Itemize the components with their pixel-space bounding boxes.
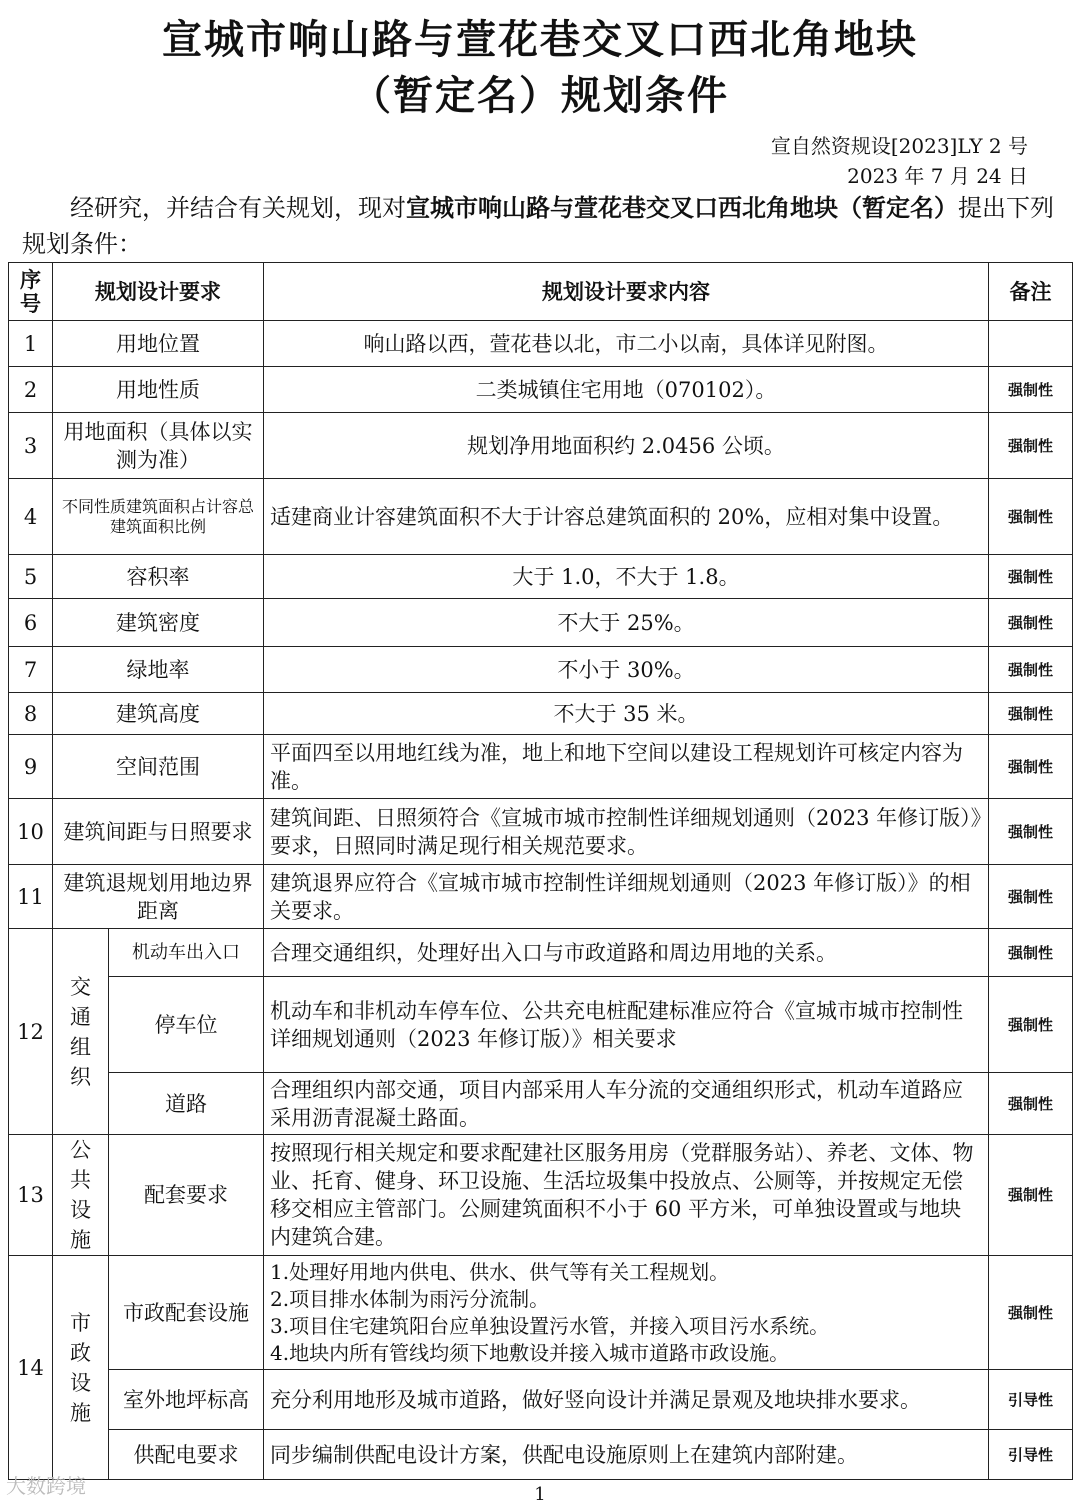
table-row (9, 413, 1073, 479)
header-req: 规划设计要求 (53, 263, 264, 321)
header-content: 规划设计要求内容 (264, 263, 989, 321)
intro-bold: 宣城市响山路与萱花巷交叉口西北角地块（暂定名） (406, 194, 958, 222)
row-content: 充分利用地形及城市道路，做好竖向设计并满足景观及地块排水要求。 (264, 1370, 989, 1430)
row-no: 3 (9, 413, 53, 479)
row-req: 空间范围 (53, 735, 264, 799)
intro-prefix: 经研究，并结合有关规划，现对 (70, 194, 406, 222)
row-req: 绿地率 (53, 647, 264, 693)
table-row (9, 599, 1073, 647)
list-item: 2.项目排水体制为雨污分流制。 (270, 1286, 550, 1311)
list-item: 3.项目住宅建筑阳台应单独设置污水管，并接入项目污水系统。 (270, 1313, 830, 1338)
row-no: 7 (9, 647, 53, 693)
row-content: 二类城镇住宅用地（070102）。 (264, 367, 989, 413)
group-label (53, 1135, 109, 1256)
intro-paragraph (22, 190, 1067, 262)
row-req: 容积率 (53, 555, 264, 599)
table-row (9, 1370, 1073, 1430)
header-note: 备注 (989, 263, 1073, 321)
row-no: 8 (9, 693, 53, 735)
table-row (9, 977, 1073, 1073)
row-content: 按照现行相关规定和要求配建社区服务用房（党群服务站）、养老、文体、物业、托育、健身、环卫设施、生活垃圾集中投放点、公厕等，并按规定无偿移交相应主管部门。公厕建筑面积不小于 60 平方米，可单独设置或与地块内建筑合建。 (264, 1135, 989, 1256)
intro-suffix: 提出下列规划条件： (22, 194, 1054, 258)
doc-date: 2023 年 7 月 24 日 (847, 164, 1028, 188)
row-note: 强制性 (989, 865, 1073, 929)
row-note: 强制性 (989, 1135, 1073, 1256)
row-no: 2 (9, 367, 53, 413)
row-note: 强制性 (989, 367, 1073, 413)
row-content: 机动车和非机动车停车位、公共充电桩配建标准应符合《宣城市城市控制性详细规划通则（2023 年修订版）》相关要求 (264, 977, 989, 1073)
table-row (9, 929, 1073, 977)
table-row (9, 1073, 1073, 1135)
row-no: 1 (9, 321, 53, 367)
table-row (9, 1430, 1073, 1480)
row-req: 用地面积（具体以实测为准） (53, 413, 264, 479)
row-note: 强制性 (989, 599, 1073, 647)
row-req: 机动车出入口 (109, 929, 264, 977)
row-req: 建筑间距与日照要求 (53, 799, 264, 865)
row-content: 同步编制供配电设计方案，供配电设施原则上在建筑内部附建。 (264, 1430, 989, 1480)
row-note: 强制性 (989, 977, 1073, 1073)
row-note: 强制性 (989, 555, 1073, 599)
group-label-text: 公共设施 (70, 1138, 91, 1252)
row-note: 强制性 (989, 799, 1073, 865)
conditions-table (8, 262, 1073, 1480)
table-row (9, 321, 1073, 367)
list-item: 4.地块内所有管线均须下地敷设并接入城市道路市政设施。 (270, 1340, 790, 1365)
row-note: 强制性 (989, 735, 1073, 799)
doc-title-line2: （暂定名）规划条件 (351, 73, 729, 119)
row-no: 10 (9, 799, 53, 865)
list-item: 1.处理好用地内供电、供水、供气等有关工程规划。 (270, 1259, 730, 1284)
row-req: 不同性质建筑面积占计容总建筑面积比例 (53, 479, 264, 555)
row-note: 引导性 (989, 1370, 1073, 1430)
row-note: 强制性 (989, 413, 1073, 479)
row-content: 合理组织内部交通，项目内部采用人车分流的交通组织形式，机动车道路应采用沥青混凝土路面。 (264, 1073, 989, 1135)
row-no: 11 (9, 865, 53, 929)
table-row (9, 479, 1073, 555)
row-req: 供配电要求 (109, 1430, 264, 1480)
row-req: 道路 (109, 1073, 264, 1135)
row-note: 强制性 (989, 479, 1073, 555)
row-content: 不小于 30%。 (264, 647, 989, 693)
doc-number: 宣自然资规设[2023]LY 2 号 (770, 134, 1028, 158)
row-content: 不大于 35 米。 (264, 693, 989, 735)
row-content: 响山路以西，萱花巷以北，市二小以南，具体详见附图。 (264, 321, 989, 367)
row-note: 强制性 (989, 647, 1073, 693)
row-req: 用地性质 (53, 367, 264, 413)
row-req: 配套要求 (109, 1135, 264, 1256)
table-row (9, 1135, 1073, 1256)
table-header-row (9, 263, 1073, 321)
row-req: 建筑高度 (53, 693, 264, 735)
header-no: 序号 (9, 263, 53, 321)
table-row (9, 1256, 1073, 1370)
row-note: 强制性 (989, 1256, 1073, 1370)
row-note: 强制性 (989, 929, 1073, 977)
row-content: 合理交通组织，处理好出入口与市政道路和周边用地的关系。 (264, 929, 989, 977)
row-content: 平面四至以用地红线为准，地上和地下空间以建设工程规划许可核定内容为准。 (264, 735, 989, 799)
row-content: 建筑间距、日照须符合《宣城市城市控制性详细规划通则（2023 年修订版）》要求，日照同时满足现行相关规范要求。 (264, 799, 989, 865)
row-no: 6 (9, 599, 53, 647)
row-no: 9 (9, 735, 53, 799)
row-content: 大于 1.0，不大于 1.8。 (264, 555, 989, 599)
row-note (989, 321, 1073, 367)
row-req: 室外地坪标高 (109, 1370, 264, 1430)
row-no: 12 (9, 929, 53, 1135)
row-no: 4 (9, 479, 53, 555)
table-row (9, 647, 1073, 693)
row-no: 13 (9, 1135, 53, 1256)
row-note: 强制性 (989, 693, 1073, 735)
row-content (264, 1256, 989, 1370)
row-no: 14 (9, 1256, 53, 1480)
table-row (9, 865, 1073, 929)
group-label-text: 市政设施 (70, 1310, 91, 1425)
group-label (53, 929, 109, 1135)
group-label (53, 1256, 109, 1480)
row-content: 规划净用地面积约 2.0456 公顷。 (264, 413, 989, 479)
watermark: 大数跨境 (6, 1474, 86, 1498)
page-number: 1 (534, 1484, 546, 1505)
table-row (9, 735, 1073, 799)
row-req: 停车位 (109, 977, 264, 1073)
table-row (9, 555, 1073, 599)
table-row (9, 693, 1073, 735)
row-req: 市政配套设施 (109, 1256, 264, 1370)
table-row (9, 367, 1073, 413)
doc-title-line1: 宣城市响山路与萱花巷交叉口西北角地块 (162, 17, 918, 63)
row-req: 用地位置 (53, 321, 264, 367)
table-row (9, 799, 1073, 865)
group-label-text: 交通组织 (70, 974, 91, 1089)
row-note: 引导性 (989, 1430, 1073, 1480)
row-no: 5 (9, 555, 53, 599)
row-content: 适建商业计容建筑面积不大于计容总建筑面积的 20%，应相对集中设置。 (264, 479, 989, 555)
row-content: 建筑退界应符合《宣城市城市控制性详细规划通则（2023 年修订版）》的相关要求。 (264, 865, 989, 929)
row-req: 建筑密度 (53, 599, 264, 647)
row-note: 强制性 (989, 1073, 1073, 1135)
row-content: 不大于 25%。 (264, 599, 989, 647)
row-req: 建筑退规划用地边界距离 (53, 865, 264, 929)
